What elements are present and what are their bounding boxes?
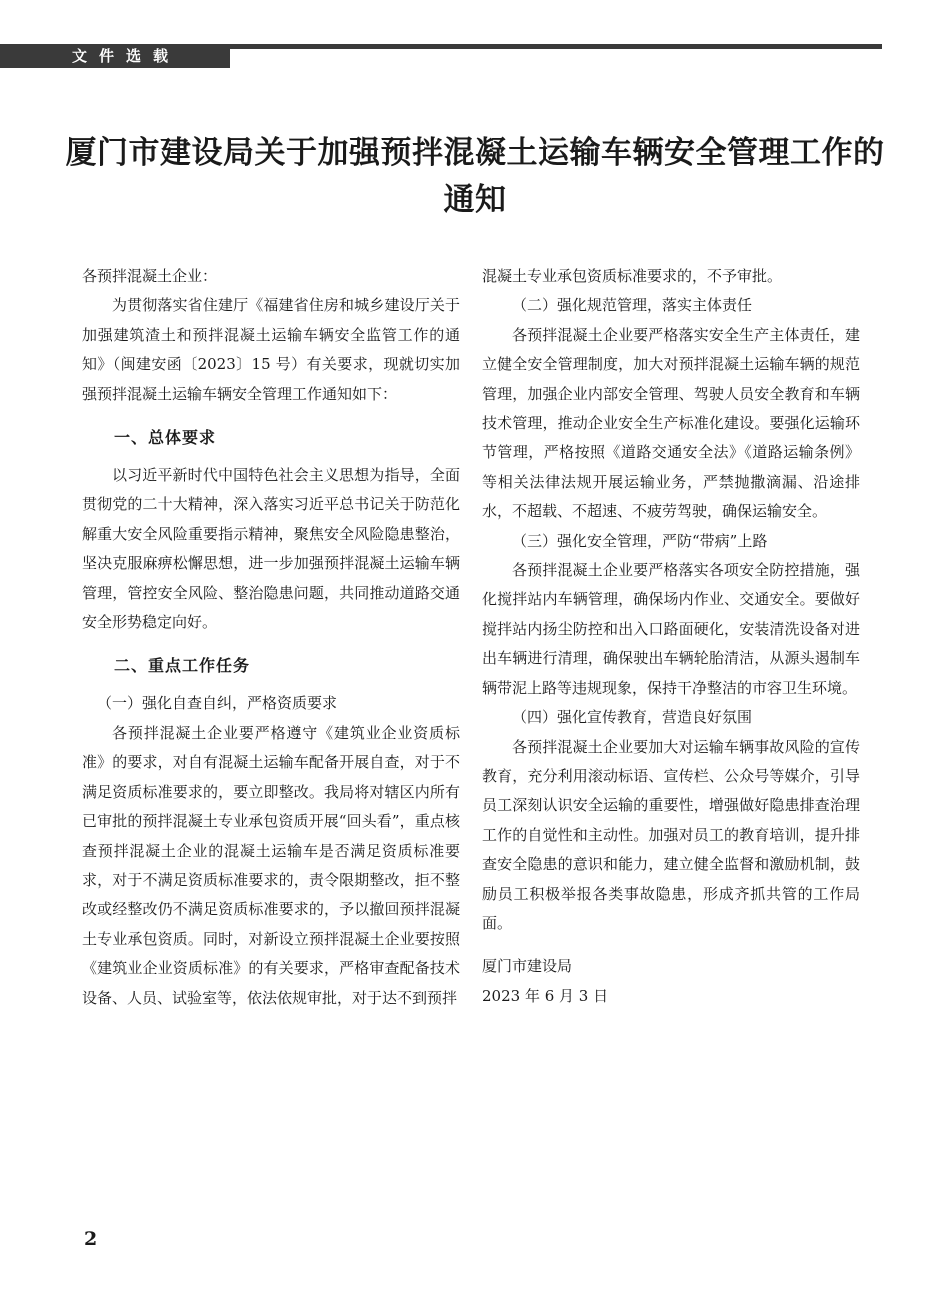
sub1-body: 各预拌混凝土企业要严格遵守《建筑业企业资质标准》的要求，对自有混凝土运输车配备开展自查，对于不满足资质标准要求的，要立即整改。我局将对辖区内所有已审批的预拌混凝土专业承包资质开展“回头看”，重点核查预拌混凝土企业的混凝土运输车是否满足资质标准要求，对于不满足资质标准要求的，责令限期整改，拒不整改或经整改仍不满足资质标准要求的，予以撤回预拌混凝土专业承包资质。同时，对新设立预拌混凝土企业要按照《建筑业企业资质标准》的有关要求，严格审查配备技术设备、人员、试验室等，依法依规审批，对于达不到预拌 bbox=[82, 723, 460, 1007]
section-label: 文件选载 bbox=[0, 44, 230, 68]
sub2-heading: （二）强化规范管理，落实主体责任 bbox=[512, 296, 753, 315]
sub1-body-continued: 混凝土专业承包资质标准要求的，不予审批。 bbox=[482, 267, 783, 285]
sub3-heading: （三）强化安全管理，严防“带病”上路 bbox=[512, 531, 768, 550]
signature-org: 厦门市建设局 bbox=[482, 957, 573, 976]
salutation: 各预拌混凝土企业： bbox=[82, 267, 218, 285]
section1-body: 以习近平新时代中国特色社会主义思想为指导，全面贯彻党的二十大精神，深入落实习近平总书记关于防范化解重大安全风险重要指示精神，聚焦安全风险隐患整治，坚决克服麻痹松懈思想，进一步加强预拌混凝土运输车辆管理，管控安全风险、整治隐患问题，共同推动道路交通安全形势稳定向好。 bbox=[82, 466, 460, 632]
page-number: 2 bbox=[84, 1228, 98, 1250]
document-title: 厦门市建设局关于加强预拌混凝土运输车辆安全管理工作的通知 bbox=[65, 135, 885, 218]
right-column bbox=[482, 262, 860, 1011]
sub2-body: 各预拌混凝土企业要严格落实安全生产主体责任，建立健全安全管理制度，加大对预拌混凝土运输车辆的规范管理，加强企业内部安全管理、驾驶人员安全教育和车辆技术管理，推动企业安全生产标准化建设。要强化运输环节管理，严格按照《道路交通安全法》《道路运输条例》等相关法律法规开展运输业务，严禁抛撒滴漏、沿途排水，不超载、不超速、不疲劳驾驶，确保运输安全。 bbox=[482, 325, 860, 521]
intro-paragraph: 为贯彻落实省住建厅《福建省住房和城乡建设厅关于加强建筑渣土和预拌混凝土运输车辆安全监管工作的通知》（闽建安函〔2023〕15 号）有关要求，现就切实加强预拌混凝土运输车辆安全管理工作通知如下： bbox=[82, 296, 460, 403]
sub4-heading: （四）强化宣传教育，营造良好氛围 bbox=[512, 708, 753, 727]
section1-heading: 一、总体要求 bbox=[114, 428, 217, 448]
sub4-body: 各预拌混凝土企业要加大对运输车辆事故风险的宣传教育，充分利用滚动标语、宣传栏、公众号等媒介，引导员工深刻认识安全运输的重要性，增强做好隐患排查治理工作的自觉性和主动性。加强对员工的教育培训，提升排查安全隐患的意识和能力，建立健全监督和激励机制，鼓励员工积极举报各类事故隐患，形成齐抓共管的工作局面。 bbox=[482, 737, 860, 932]
sub3-body: 各预拌混凝土企业要严格落实各项安全防控措施，强化搅拌站内车辆管理，确保场内作业、交通安全。要做好搅拌站内扬尘防控和出入口路面硬化，安装清洗设备对进出车辆进行清理，确保驶出车辆轮胎清洁，从源头遏制车辆带泥上路等违规现象，保持干净整洁的市容卫生环境。 bbox=[482, 561, 860, 697]
section2-heading: 二、重点工作任务 bbox=[114, 656, 251, 676]
sub1-heading: （一）强化自查自纠，严格资质要求 bbox=[97, 694, 338, 713]
left-column bbox=[82, 262, 460, 1013]
signature-date: 2023 年 6 月 3 日 bbox=[482, 986, 609, 1005]
